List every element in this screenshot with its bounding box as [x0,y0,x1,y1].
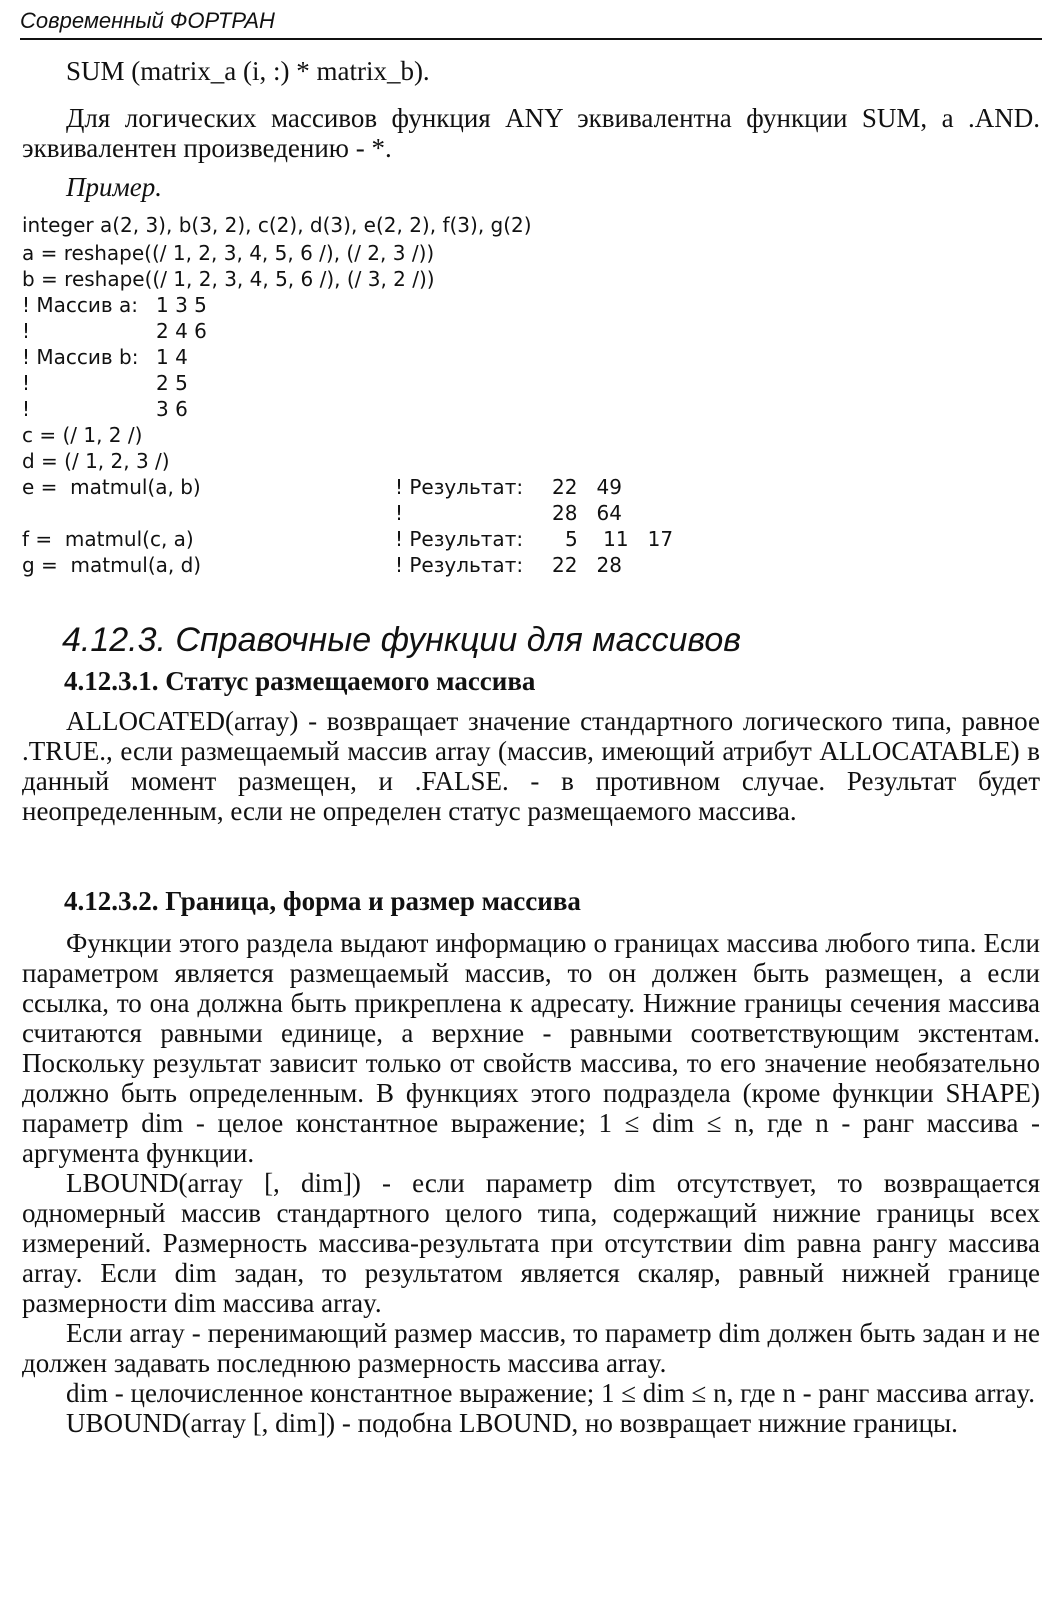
code-result: 28 64 [552,501,622,525]
code-result: 22 28 [552,553,622,577]
code-value: 3 6 [156,397,188,421]
header-rule [20,38,1042,40]
code-line: ! Массив b: [22,345,139,369]
example-label-block [22,172,1040,202]
code-line: a = reshape((/ 1, 2, 3, 4, 5, 6 /), (/ 2, 3 /)) [22,241,435,265]
example-label: Пример. [66,172,162,202]
formula-line: SUM (matrix_a (i, :) * matrix_b). [66,56,430,86]
code-line: ! Массив a: [22,293,139,317]
paragraph-text: Функции этого раздела выдают информацию о границах массива любого типа. Если параметром является размещаемый массив, то он должен быть размещен, а если ссылка, то она должна быть прикреплена к адресату. Нижние границы сечения массива считаются равными единице, а верхние - равными соответствующим экстентам. Поскольку результат зависит только от свойств массива, то его значение необязательно должно быть определенным. В функциях этого подраздела (кроме функции SHAPE) параметр dim - целое константное выражение; 1 ≤ dim ≤ n, где n - ранг массива - аргумента функции. [22,928,1040,1168]
code-value: 2 4 6 [156,319,207,343]
code-line: f = matmul(c, a) [22,527,194,551]
code-line: integer a(2, 3), b(3, 2), c(2), d(3), e(2, 2), f(3), g(2) [22,213,532,237]
running-head: Современный ФОРТРАН [20,8,275,33]
subsection-heading: 4.12.3.1. Статус размещаемого массива [64,666,536,696]
code-comment: ! [395,501,404,525]
code-line: g = matmul(a, d) [22,553,202,577]
paragraph-text: ALLOCATED(array) - возвращает значение стандартного логического типа, равное .TRUE., если размещаемый массив array (массив, имеющий атрибут ALLOCATABLE) в данный момент размещен, и .FALSE. - в противном случае. Результат будет неопределенным, если не определен статус размещаемого массива. [22,706,1040,826]
paragraph-text: UBOUND(array [, dim]) - подобна LBOUND, но возвращает нижние границы. [66,1408,958,1438]
section-heading: 4.12.3. Справочные функции для массивов [62,621,742,659]
code-line: ! [22,397,31,421]
intro-text: Для логических массивов функция ANY эквивалентна функции SUM, а .AND. эквивалентен произведению - *. [22,103,1040,163]
code-value: 1 3 5 [156,293,207,317]
code-result: 22 49 [552,475,622,499]
code-line: d = (/ 1, 2, 3 /) [22,449,170,473]
paragraph-text: LBOUND(array [, dim]) - если параметр dim отсутствует, то возвращается одномерный массив стандартного целого типа, содержащий нижние границы всех измерений. Размерность массива-результата при отсутствии dim равна рангу массива array. Если dim задан, то результатом является скаляр, равный нижней границе размерности dim массива array. [22,1168,1040,1318]
code-line: b = reshape((/ 1, 2, 3, 4, 5, 6 /), (/ 3, 2 /)) [22,267,435,291]
subsection-heading: 4.12.3.2. Граница, форма и размер массива [64,886,581,916]
code-line: ! [22,319,31,343]
code-comment: ! Результат: [395,527,524,551]
code-line: c = (/ 1, 2 /) [22,423,143,447]
code-value: 1 4 [156,345,188,369]
bounds-section-body [22,928,1040,1438]
code-line: ! [22,371,31,395]
code-comment: ! Результат: [395,475,524,499]
intro-formula [22,56,1040,86]
code-comment: ! Результат: [395,553,524,577]
code-value: 2 5 [156,371,188,395]
paragraph-text: Если array - перенимающий размер массив, то параметр dim должен быть задан и не должен задавать последнюю размерность массива array. [22,1318,1040,1378]
allocated-paragraph [22,706,1040,826]
code-result: 5 11 17 [565,527,674,551]
intro-paragraph [22,103,1040,163]
paragraph-text: dim - целочисленное константное выражение; 1 ≤ dim ≤ n, где n - ранг массива array. [66,1378,1035,1408]
code-line: e = matmul(a, b) [22,475,201,499]
